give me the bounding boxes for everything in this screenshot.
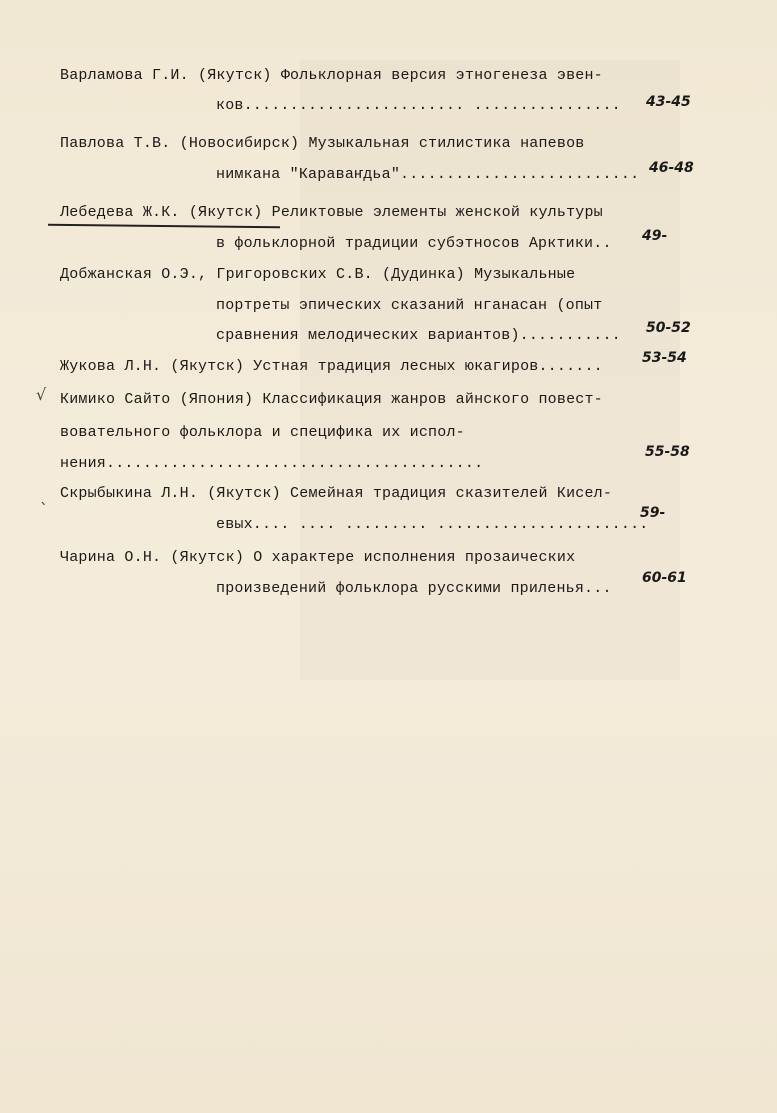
entry-3-line-2: в фольклорной традиции субэтносов Арктики.. [216,235,612,252]
entry-6-pages: 55-58 [645,444,690,460]
entry-8-line-2: произведений фольклора русскими приленья... [216,580,612,597]
handwritten-underline [48,224,280,228]
entry-5-line-1: Жукова Л.Н. (Якутск) Устная традиция лесных юкагиров....... [60,358,603,375]
entry-3-pages: 49- [642,228,668,244]
entry-7-pages: 59- [640,505,666,521]
entry-8-line-1: Чарина О.Н. (Якутск) О характере исполнения прозаических [60,549,576,566]
checkmark-icon: √ [36,385,47,404]
entry-6-line-1: Кимико Сайто (Япония) Классификация жанров айнского повест- [60,391,603,408]
entry-4-pages: 50-52 [646,320,691,336]
entry-5-pages: 53-54 [642,350,687,366]
entry-1-pages: 43-45 [646,94,691,110]
tick-mark-icon: ˎ [40,486,48,505]
entry-2-line-1: Павлова Т.В. (Новосибирск) Музыкальная стилистика напевов [60,135,585,152]
entry-4-line-2: портреты эпических сказаний нганасан (опыт [216,297,603,314]
entry-4-line-1: Добжанская О.Э., Григоровских С.В. (Дудинка) Музыкальные [60,266,576,283]
entry-7-line-1: Скрыбыкина Л.Н. (Якутск) Семейная традиция сказителей Кисел- [60,485,613,502]
entry-8-pages: 60-61 [642,570,687,586]
entry-1-line-1: Варламова Г.И. (Якутск) Фольклорная версия этногенеза эвен- [60,67,603,84]
entry-4-line-3: сравнения мелодических вариантов)........... [216,327,621,344]
entry-6-line-3: нения......................................... [60,455,484,472]
entry-2-pages: 46-48 [649,160,694,176]
entry-1-line-2: ков........................ ................ [216,97,621,114]
entry-3-line-1: Лебедева Ж.К. (Якутск) Реликтовые элементы женской культуры [60,204,603,221]
entry-6-line-2: вовательного фольклора и специфика их испол- [60,424,465,441]
entry-2-line-2: нимкана "Караваҥдьа".......................... [216,166,640,183]
entry-7-line-2: евых.... .... ......... ....................... [216,516,649,533]
